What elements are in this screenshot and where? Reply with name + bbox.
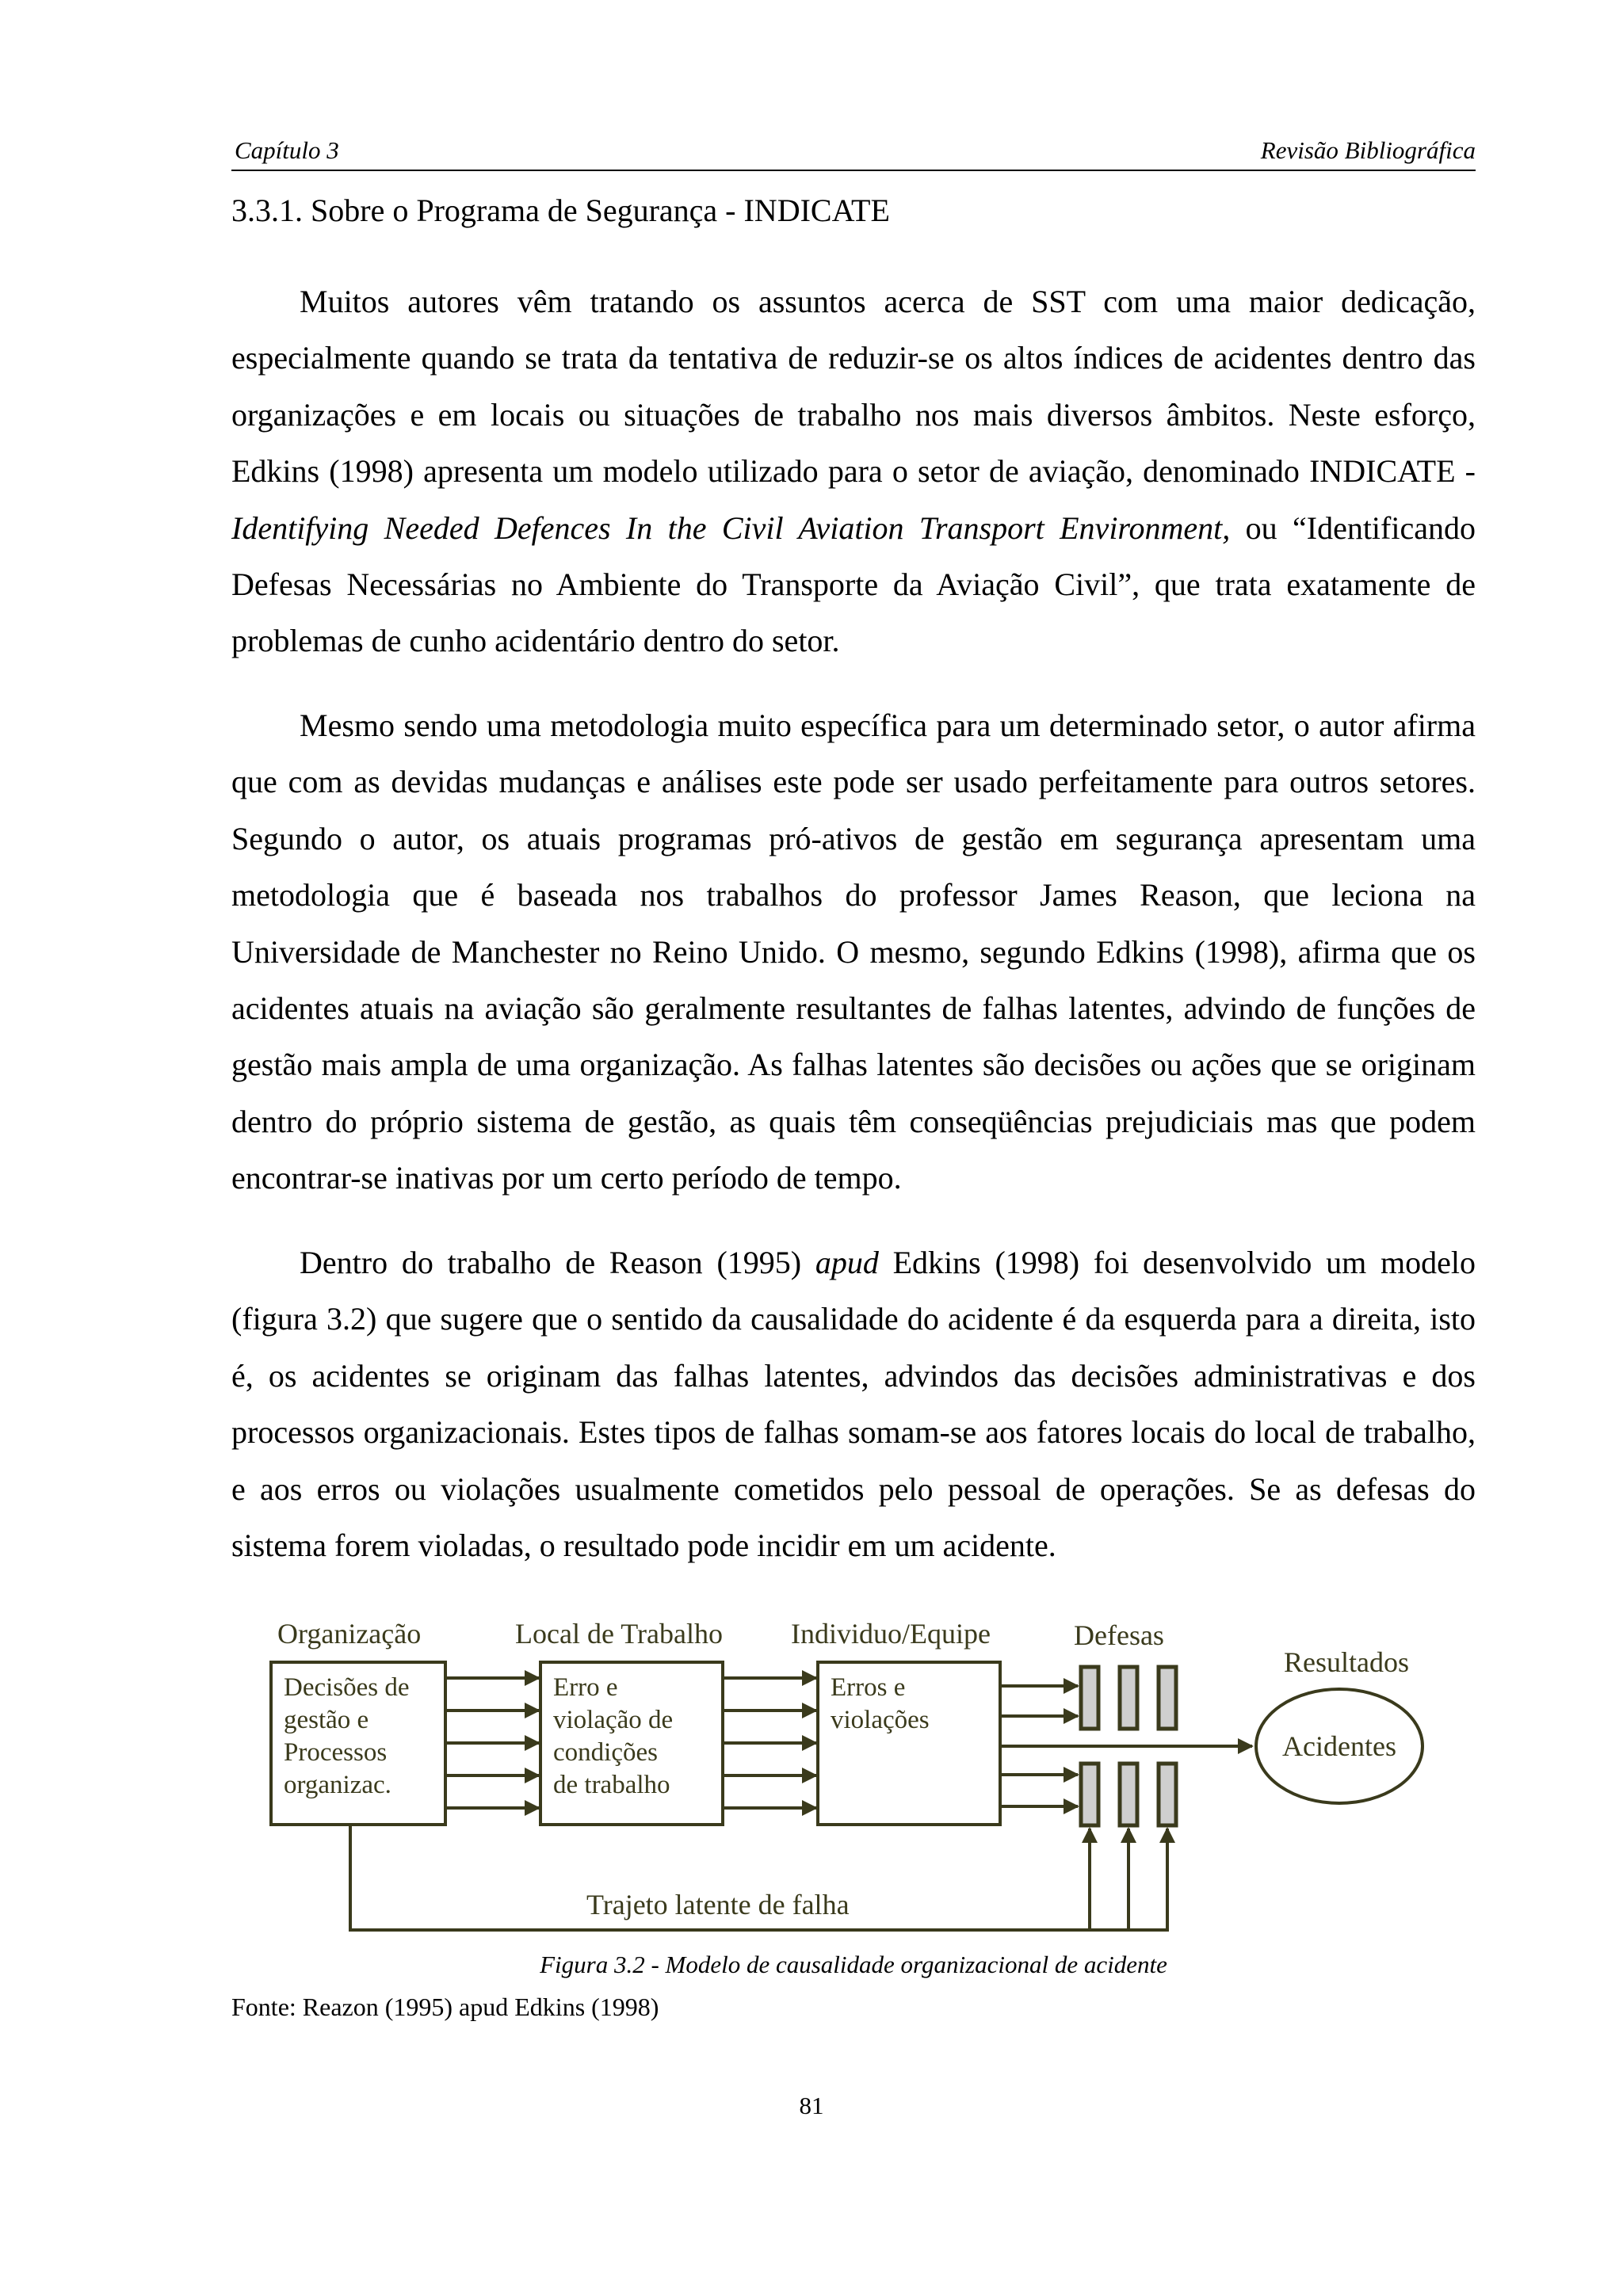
paragraph-italic-term: apud [815,1245,879,1280]
heading-defesas: Defesas [1074,1619,1164,1651]
paragraph-reason-model [231,1234,1476,1573]
heading-local-trabalho: Local de Trabalho [515,1618,723,1650]
figure-caption: Figura 3.2 - Modelo de causalidade organizacional de acidente [540,1951,1167,1978]
heading-organizacao: Organização [277,1618,422,1650]
paragraph-indicate-intro [231,273,1476,669]
figure-source: Fonte: Reazon (1995) apud Edkins (1998) [231,1993,659,2021]
arrows-local-to-individuo [723,1678,816,1808]
page-header [231,133,1476,171]
paragraph-text: Muitos autores vêm tratando os assuntos acerca de SST com uma maior dedicação, especialmente quando se trata da tentativa de reduzir-se os altos índices de acidentes dentro das organizações e em locais ou situações de trabalho nos mais diversos âmbitos. Neste esforço, Edkins (1998) apresenta um modelo utilizado para o setor de aviação, denominado INDICATE - [231,284,1476,490]
defense-barrier [1159,1667,1176,1729]
arrows-org-to-local [445,1678,539,1808]
page-number: 81 [799,2092,824,2119]
section-label: Revisão Bibliográfica [1260,136,1476,164]
heading-individuo-equipe: Individuo/Equipe [791,1618,991,1650]
defense-barrier [1159,1764,1176,1825]
box-organizacao-text: Decisões de gestão e Processos organizac. [284,1673,410,1799]
latent-path-label: Trajeto latente de falha [586,1889,850,1920]
box-local-trabalho-text: Erro e violação de condições de trabalho [553,1673,674,1799]
defense-barrier [1081,1667,1098,1729]
outcome-label: Acidentes [1282,1730,1396,1762]
paragraph-text: Dentro do trabalho de Reason (1995) [300,1245,815,1280]
defense-barrier [1081,1764,1098,1825]
section-heading: 3.3.1. Sobre o Programa de Segurança - INDICATE [231,193,890,228]
defense-barrier [1120,1667,1137,1729]
heading-resultados: Resultados [1284,1646,1409,1678]
paragraph-methodology: Mesmo sendo uma metodologia muito específica para um determinado setor, o autor afirma que com as devidas mudanças e análises este pode ser usado perfeitamente para outros setores. Segundo o autor, os atuais programas pró-ativos de gestão em segurança apresentam uma metodologia que é baseada nos trabalhos do professor James Reason, que leciona na Universidade de Manchester no Reino Unido. O mesmo, segundo Edkins (1998), afirma que os acidentes atuais na aviação são geralmente resultantes de falhas latentes, advindo de funções de gestão mais ampla de uma organização. As falhas latentes são decisões ou ações que se originam dentro do próprio sistema de gestão, as quais têm conseqüências prejudiciais mas que podem encontrar-se inativas por um certo período de tempo. [231,707,1476,1196]
paragraph-text: Edkins (1998) foi desenvolvido um modelo (figura 3.2) que sugere que o sentido da causalidade do acidente é da esquerda para a direita, isto é, os acidentes se originam das falhas latentes, advindos das decisões administrativas e dos processos organizacionais. Estes tipos de falhas somam-se aos fatores locais do local de trabalho, e aos erros ou violações usualmente cometidos pelo pessoal de operações. Se as defesas do sistema forem violadas, o resultado pode incidir em um acidente. [231,1245,1476,1564]
box-individuo-equipe-text: Erros e violações [831,1673,930,1734]
paragraph-italic-term: Identifying Needed Defences In the Civil Aviation Transport Environment, [231,509,1231,546]
causality-diagram [262,1599,1442,1947]
paragraph-text: ou “Identificando Defesas Necessárias no Ambiente do Transporte da Aviação Civil”, que trata exatamente de problemas de cunho acidentário dentro do setor. [231,509,1476,659]
chapter-label: Capítulo 3 [235,136,339,164]
defense-barrier [1120,1764,1137,1825]
